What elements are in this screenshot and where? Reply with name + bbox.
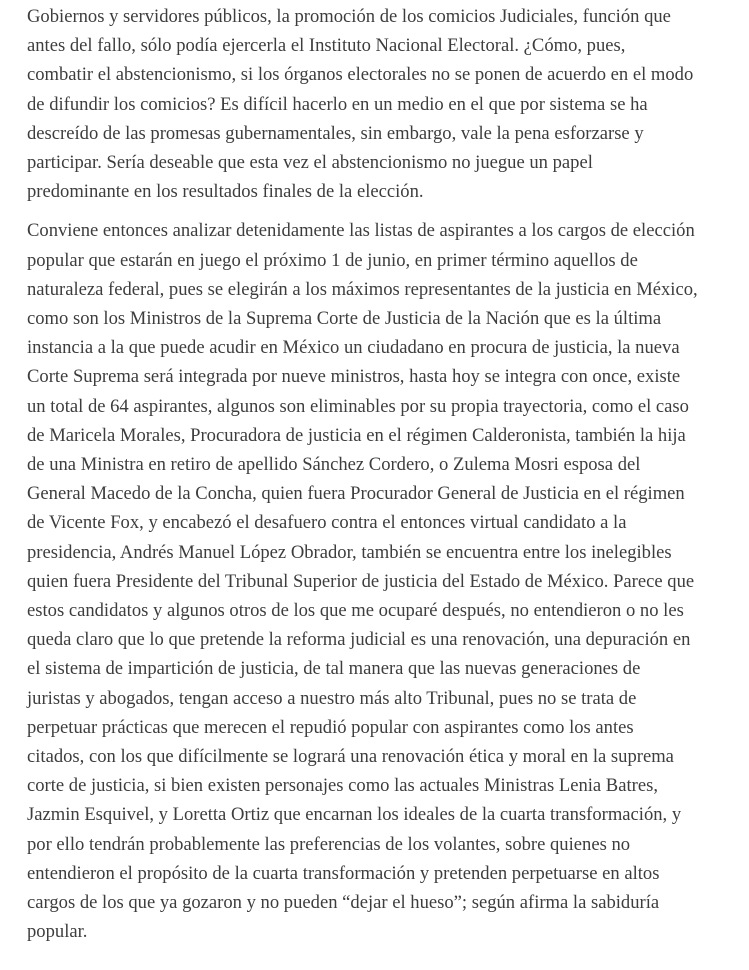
- text-line: General Macedo de la Concha, quien fuera Procurador General de Justicia en el régimen: [27, 483, 685, 505]
- text-line: quien fuera Presidente del Tribunal Superior de justicia del Estado de México. Parece que: [27, 570, 695, 592]
- text-line: el sistema de impartición de justicia, de tal manera que las nuevas generaciones de: [27, 658, 641, 680]
- text-line: popular.: [27, 921, 88, 943]
- text-line: un total de 64 aspirantes, algunos son eliminables por su propia trayectoria, como el caso: [27, 395, 689, 417]
- text-line: descreído de las promesas gubernamentales, sin embargo, vale la pena esforzarse y: [27, 122, 644, 144]
- text-line: como son los Ministros de la Suprema Corte de Justicia de la Nación que es la última: [27, 308, 662, 330]
- text-line: participar. Sería deseable que esta vez el abstencionismo no juegue un papel: [27, 152, 593, 174]
- text-line: antes del fallo, sólo podía ejercerla el Instituto Nacional Electoral. ¿Cómo, pues,: [27, 35, 626, 57]
- text-line: juristas y abogados, tengan acceso a nuestro más alto Tribunal, pues no se trata de: [27, 687, 637, 709]
- text-line: estos candidatos y algunos otros de los que me ocuparé después, no entendieron o no les: [27, 600, 684, 622]
- text-line: de una Ministra en retiro de apellido Sánchez Cordero, o Zulema Mosri esposa del: [27, 454, 641, 476]
- text-line: Jazmin Esquivel, y Loretta Ortiz que encarnan los ideales de la cuarta transformación, y: [27, 804, 682, 826]
- text-line: instancia a la que puede acudir en México un ciudadano en procura de justicia, la nueva: [27, 337, 680, 359]
- text-line: de Maricela Morales, Procuradora de justicia en el régimen Calderonista, también la hija: [27, 424, 686, 446]
- text-line: citados, con los que difícilmente se logrará una renovación ética y moral en la suprema: [27, 746, 674, 768]
- text-line: entendieron el propósito de la cuarta transformación y pretenden perpetuarse en altos: [27, 862, 660, 884]
- text-line: cargos de los que ya gozaron y no pueden “dejar el hueso”; según afirma la sabiduría: [27, 892, 660, 914]
- text-line: naturaleza federal, pues se elegirán a los máximos representantes de la justicia en México,: [27, 278, 698, 300]
- text-line: Corte Suprema será integrada por nueve ministros, hasta hoy se integra con once, existe: [27, 366, 681, 388]
- text-line: combatir el abstencionismo, si los órganos electorales no se ponen de acuerdo en el modo: [27, 64, 694, 86]
- text-line: predominante en los resultados finales de la elección.: [27, 181, 424, 203]
- text-line: popular que estarán en juego el próximo 1 de junio, en primer término aquellos de: [27, 249, 638, 271]
- article-body: [27, 2, 739, 947]
- text-line: Conviene entonces analizar detenidamente las listas de aspirantes a los cargos de elección: [27, 220, 695, 242]
- text-line: corte de justicia, si bien existen personajes como las actuales Ministras Lenia Batres,: [27, 775, 658, 797]
- text-line: queda claro que lo que pretende la reforma judicial es una renovación, una depuración en: [27, 629, 691, 651]
- text-line: Gobiernos y servidores públicos, la promoción de los comicios Judiciales, función que: [27, 6, 671, 27]
- text-line: presidencia, Andrés Manuel López Obrador, también se encuentra entre los inelegibles: [27, 541, 672, 563]
- text-line: de difundir los comicios? Es difícil hacerlo en un medio en el que por sistema se ha: [27, 93, 648, 115]
- paragraph: [27, 2, 739, 206]
- text-line: por ello tendrán probablemente las preferencias de los volantes, sobre quienes no: [27, 833, 631, 855]
- text-line: de Vicente Fox, y encabezó el desafuero contra el entonces virtual candidato a la: [27, 512, 627, 534]
- text-line: perpetuar prácticas que merecen el repudió popular con aspirantes como los antes: [27, 716, 634, 738]
- paragraph: [27, 216, 739, 946]
